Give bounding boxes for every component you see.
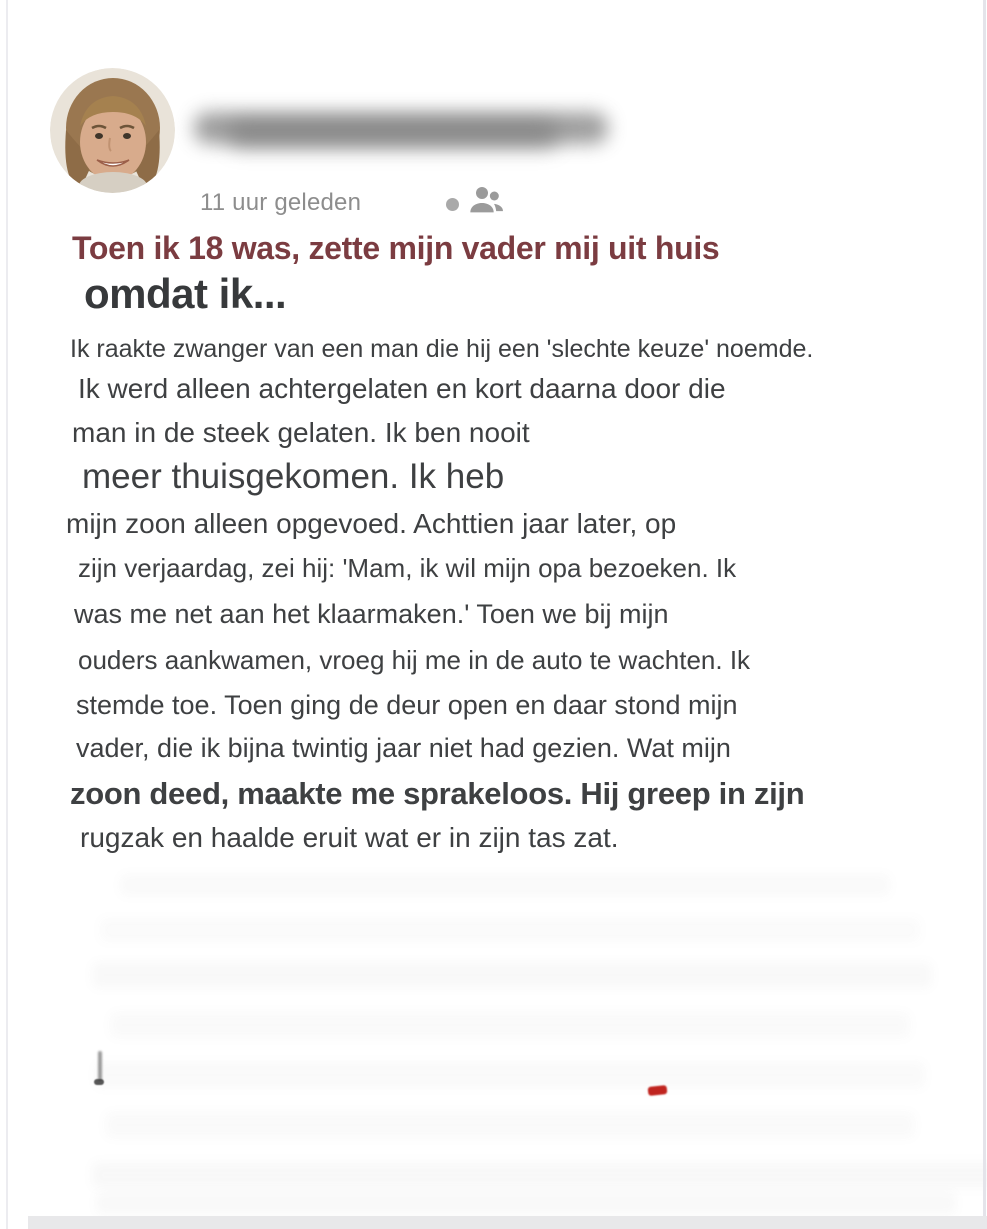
separator-dot-icon [446, 198, 459, 211]
red-smudge-mark [648, 1085, 668, 1096]
timestamp: 11 uur geleden [200, 189, 362, 216]
body-line: rugzak en haalde eruit wat er in zijn tas zat. [80, 822, 619, 853]
dark-smudge-mark [98, 1051, 102, 1081]
body-line: mijn zoon alleen opgevoed. Achttien jaar later, op [66, 508, 677, 539]
post-headline: Toen ik 18 was, zette mijn vader mij uit huis [72, 230, 720, 266]
body-line: ouders aankwamen, vroeg hij me in de auto te wachten. Ik [78, 645, 751, 675]
body-line: vader, die ik bijna twintig jaar niet had gezien. Wat mijn [76, 733, 731, 763]
body-line: man in de steek gelaten. Ik ben nooit [72, 417, 530, 448]
bottom-bar [28, 1216, 987, 1229]
ghost-line [105, 1112, 915, 1138]
body-line: Ik raakte zwanger van een man die hij een 'slechte keuze' noemde. [70, 335, 814, 363]
post-meta-row [200, 186, 361, 220]
ghost-line [96, 1192, 956, 1214]
ghost-line [120, 874, 890, 896]
ghost-line [110, 1012, 910, 1038]
body-line: stemde toe. Toen ging de deur open en daar stond mijn [76, 690, 738, 720]
post-subheadline: omdat ik... [84, 270, 287, 317]
username-blurred[interactable] [188, 104, 620, 156]
dark-smudge-dot [94, 1079, 104, 1085]
body-line: was me net aan het klaarmaken.' Toen we bij mijn [74, 599, 669, 629]
body-line: Ik werd alleen achtergelaten en kort daarna door die [78, 373, 726, 404]
ghost-line [100, 918, 920, 942]
right-edge-border [983, 0, 986, 1229]
avatar[interactable] [50, 68, 175, 193]
body-line: zoon deed, maakte me sprakeloos. Hij greep in zijn [70, 776, 805, 811]
friends-icon [462, 182, 508, 222]
body-line: meer thuisgekomen. Ik heb [82, 457, 505, 496]
ghost-line [92, 962, 932, 988]
woman-portrait-icon [50, 68, 175, 193]
ghost-line [92, 1162, 987, 1188]
left-edge-border [6, 0, 8, 1229]
ghost-line [95, 1062, 925, 1088]
username-blur-bar [228, 122, 558, 148]
body-line: zijn verjaardag, zei hij: 'Mam, ik wil mijn opa bezoeken. Ik [78, 553, 737, 583]
